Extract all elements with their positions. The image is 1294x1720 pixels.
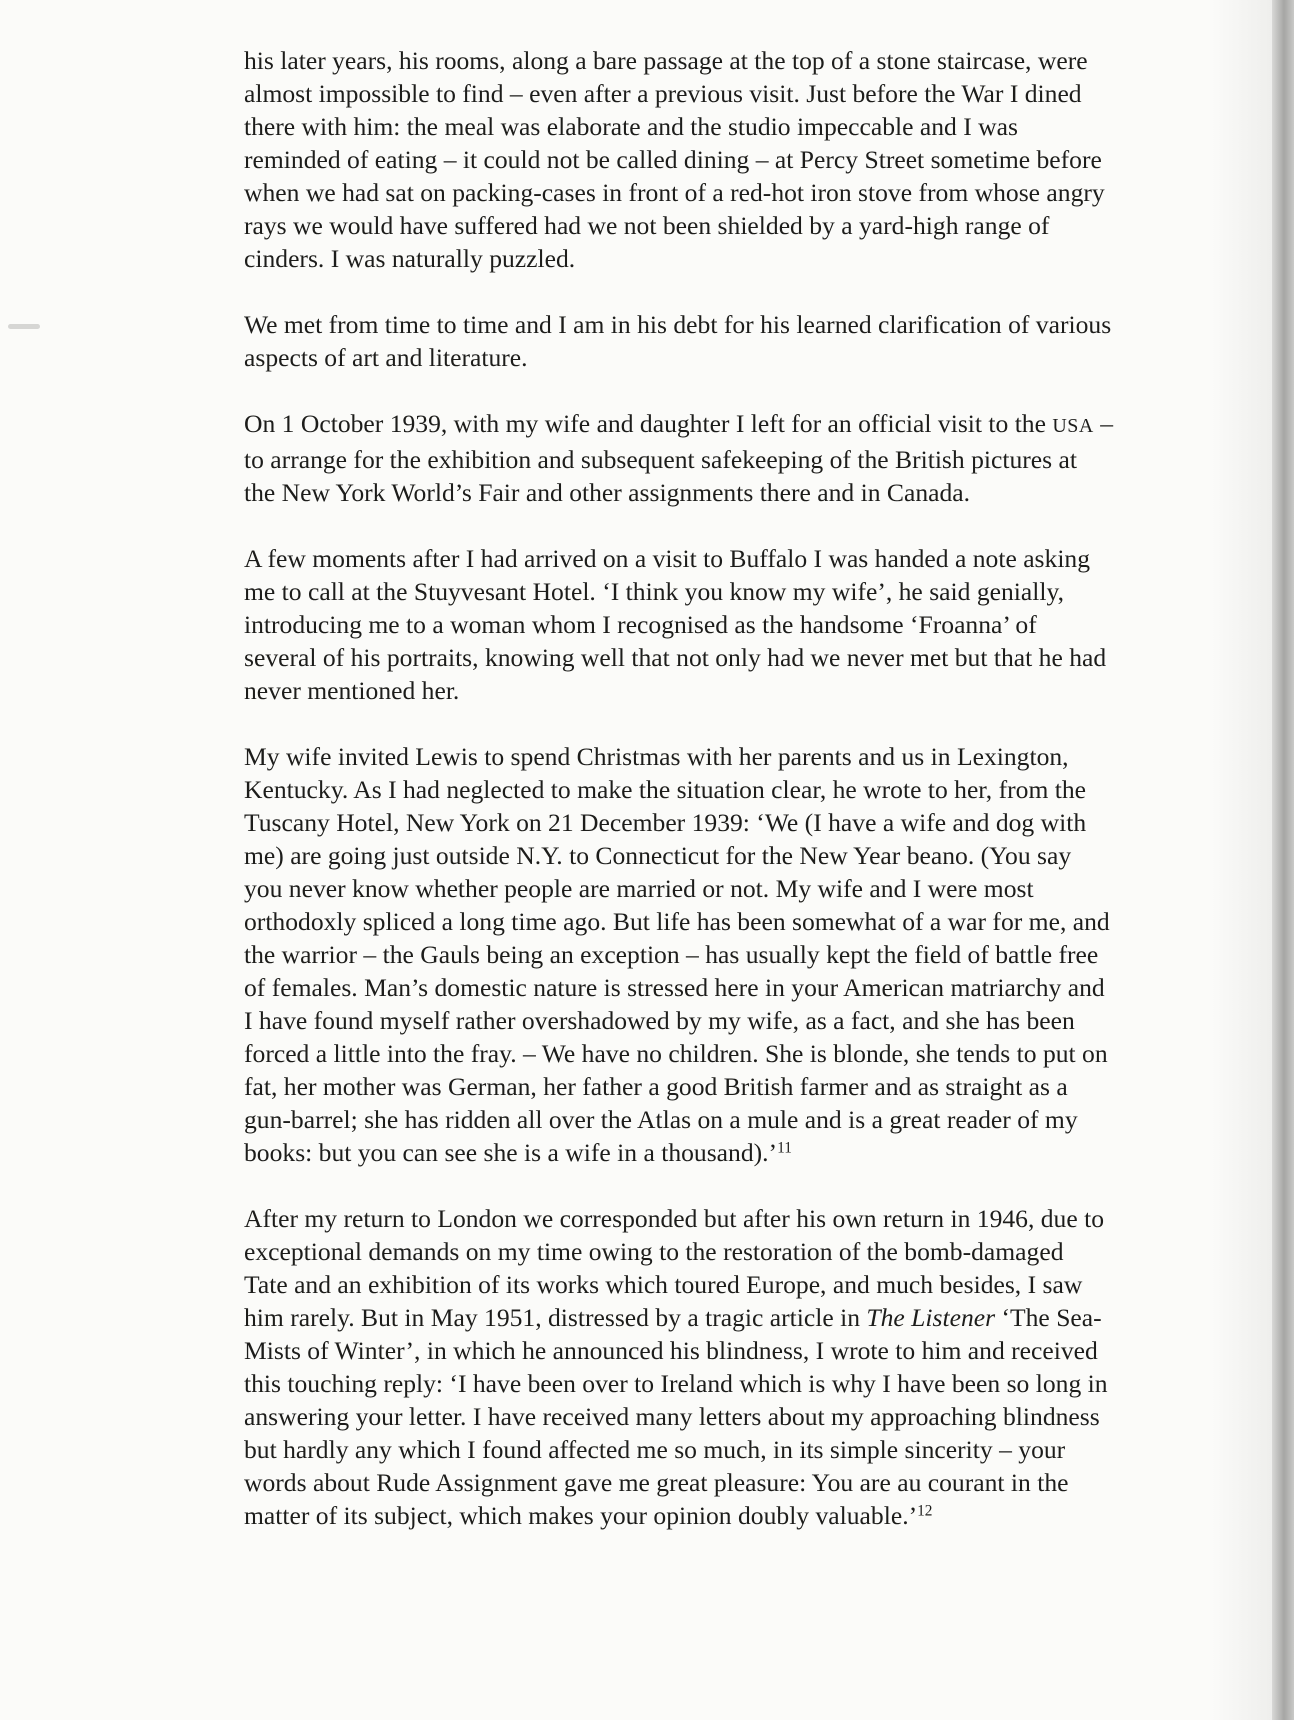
text-line — [244, 1301, 1234, 1334]
paragraph-usa-visit — [244, 407, 1234, 509]
text-line: aspects of art and literature. — [244, 343, 528, 372]
page-edge — [1272, 0, 1294, 1720]
footnote-marker: 11 — [777, 1139, 792, 1157]
text-run: On 1 October 1939, with my wife and daughter I left for an official visit to the — [244, 409, 1053, 438]
text-line: there with him: the meal was elaborate and the studio impeccable and I was — [244, 112, 1018, 141]
text-line: words about Rude Assignment gave me great pleasure: You are au courant in the — [244, 1468, 1069, 1497]
text-line: orthodoxly spliced a long time ago. But life has been somewhat of a war for me, and — [244, 907, 1110, 936]
text-line: rays we would have suffered had we not been shielded by a yard-high range of — [244, 211, 1050, 240]
text-line: this touching reply: ‘I have been over to Ireland which is why I have been so long in — [244, 1369, 1108, 1398]
text-line: but hardly any which I found affected me so much, in its simple sincerity – your — [244, 1435, 1066, 1464]
text-line: cinders. I was naturally puzzled. — [244, 244, 576, 273]
text-run: ‘The Sea- — [995, 1303, 1102, 1332]
text-line: My wife invited Lewis to spend Christmas with her parents and us in Lexington, — [244, 742, 1069, 771]
text-line: the warrior – the Gauls being an exception – has usually kept the field of battle free — [244, 940, 1099, 969]
text-run: matter of its subject, which makes your opinion doubly valuable.’ — [244, 1501, 918, 1530]
footnote-marker: 12 — [917, 1502, 933, 1520]
text-line: exceptional demands on my time owing to the restoration of the bomb-damaged — [244, 1237, 1064, 1266]
text-line: me to call at the Stuyvesant Hotel. ‘I think you know my wife’, he said genially, — [244, 577, 1064, 606]
text-line — [244, 407, 1234, 443]
text-line: me) are going just outside N.Y. to Connecticut for the New Year beano. (You say — [244, 841, 1072, 870]
paragraph-christmas-letter — [244, 740, 1234, 1169]
text-line: the New York World’s Fair and other assignments there and in Canada. — [244, 478, 971, 507]
small-caps-usa: USA — [1052, 415, 1094, 437]
text-run: him rarely. But in May 1951, distressed by a tragic article in — [244, 1303, 867, 1332]
paragraph-met-from-time — [244, 308, 1234, 374]
text-line — [244, 1499, 1234, 1532]
text-line: We met from time to time and I am in his debt for his learned clarification of various — [244, 310, 1112, 339]
text-line: introducing me to a woman whom I recognised as the handsome ‘Froanna’ of — [244, 610, 1037, 639]
text-line: forced a little into the fray. – We have no children. She is blonde, she tends to put on — [244, 1039, 1108, 1068]
text-line: you never know whether people are married or not. My wife and I were most — [244, 874, 1034, 903]
text-line: fat, her mother was German, her father a good British farmer and as straight as a — [244, 1072, 1068, 1101]
text-line — [244, 1136, 1234, 1169]
text-line: Tuscany Hotel, New York on 21 December 1939: ‘We (I have a wife and dog with — [244, 808, 1087, 837]
text-line: I have found myself rather overshadowed by my wife, as a fact, and she has been — [244, 1006, 1075, 1035]
text-line: to arrange for the exhibition and subsequent safekeeping of the British pictures at — [244, 445, 1077, 474]
text-line: After my return to London we corresponded but after his own return in 1946, due to — [244, 1204, 1105, 1233]
text-line: answering your letter. I have received many letters about my approaching blindness — [244, 1402, 1100, 1431]
text-line: reminded of eating – it could not be called dining – at Percy Street sometime before — [244, 145, 1102, 174]
scan-mark — [8, 324, 40, 329]
text-line: almost impossible to find – even after a previous visit. Just before the War I dined — [244, 79, 1082, 108]
text-line: A few moments after I had arrived on a visit to Buffalo I was handed a note asking — [244, 544, 1091, 573]
text-line: when we had sat on packing-cases in front of a red-hot iron stove from whose angry — [244, 178, 1105, 207]
paragraph-percy-street — [244, 44, 1234, 275]
text-line: his later years, his rooms, along a bare passage at the top of a stone staircase, were — [244, 46, 1088, 75]
text-run: books: but you can see she is a wife in a thousand).’ — [244, 1138, 778, 1167]
text-line: of females. Man’s domestic nature is stressed here in your American matriarchy and — [244, 973, 1105, 1002]
page-body — [244, 44, 1234, 1565]
text-line: Kentucky. As I had neglected to make the situation clear, he wrote to her, from the — [244, 775, 1087, 804]
text-run: – — [1093, 409, 1113, 438]
text-line: never mentioned her. — [244, 676, 460, 705]
text-line: Mists of Winter’, in which he announced his blindness, I wrote to him and received — [244, 1336, 1098, 1365]
italic-title: The Listener — [866, 1303, 996, 1332]
text-line: gun-barrel; she has ridden all over the Atlas on a mule and is a great reader of my — [244, 1105, 1078, 1134]
text-line: Tate and an exhibition of its works which toured Europe, and much besides, I saw — [244, 1270, 1083, 1299]
text-line: several of his portraits, knowing well that not only had we never met but that he had — [244, 643, 1107, 672]
paragraph-buffalo — [244, 542, 1234, 707]
paragraph-return-london — [244, 1202, 1234, 1532]
